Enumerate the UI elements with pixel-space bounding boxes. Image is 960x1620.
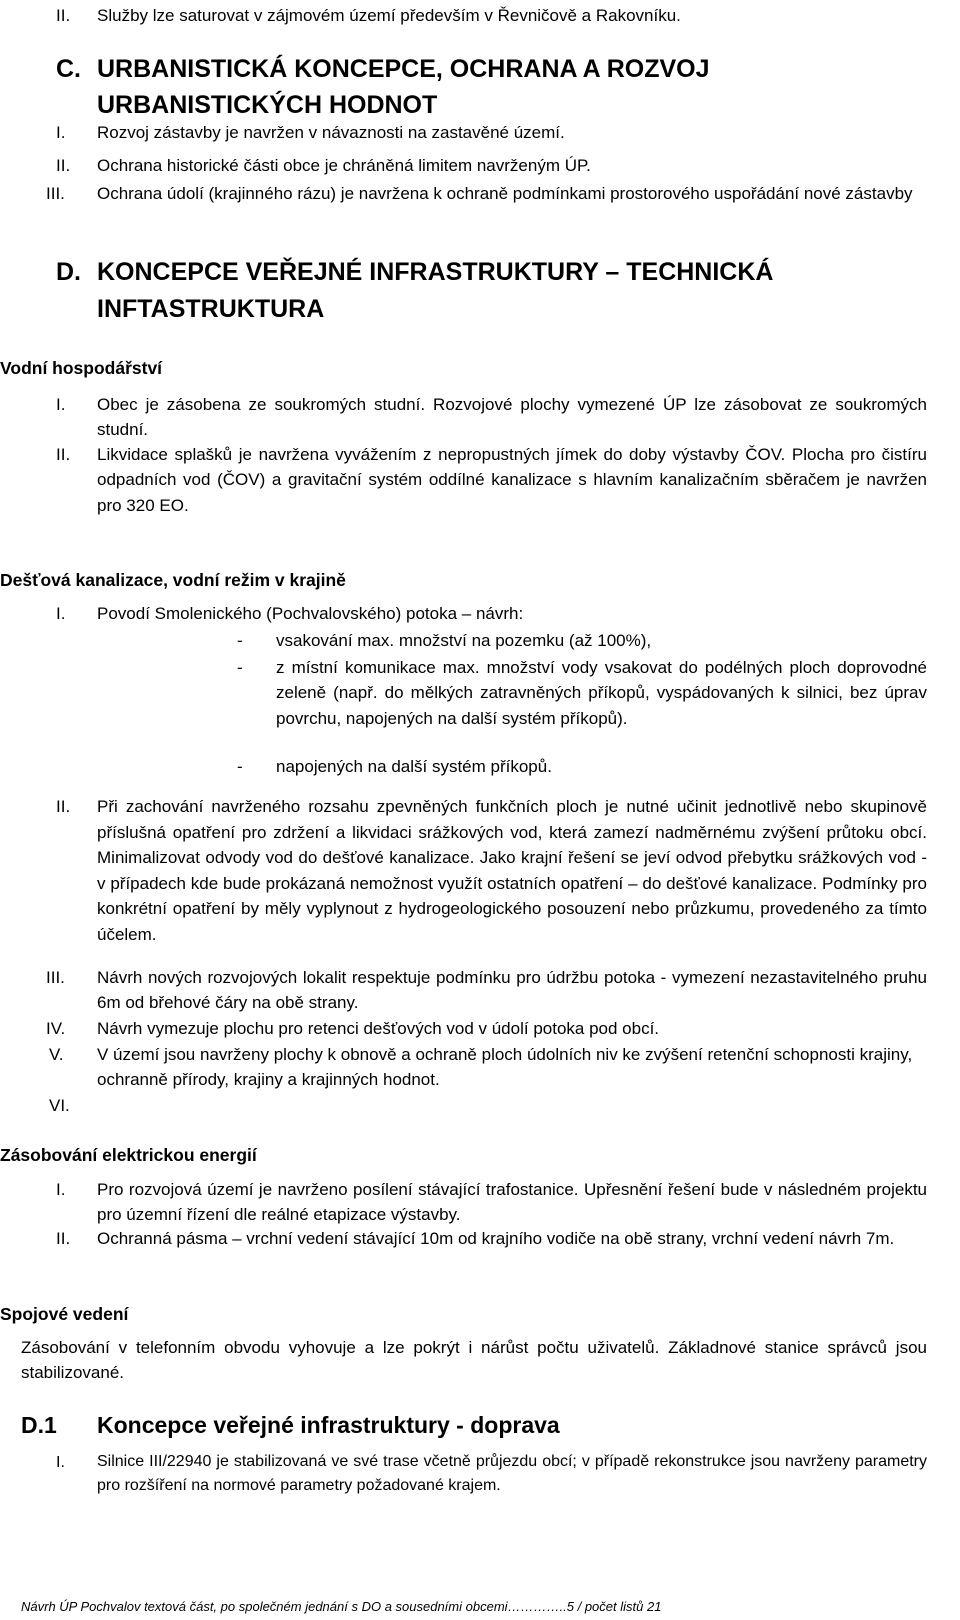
item-number: II.	[56, 1229, 71, 1248]
section-letter: C.	[56, 55, 81, 83]
item-text: Ochrana historické části obce je chráněná limitem navrženým ÚP.	[97, 156, 591, 175]
section-letter: D.	[56, 258, 81, 286]
item-number: I.	[56, 1180, 66, 1199]
item-number: II.	[56, 445, 71, 464]
subsection-heading: Vodní hospodářství	[0, 358, 163, 378]
item-number: I.	[56, 123, 66, 142]
section-title: Koncepce veřejné infrastruktury - doprava	[97, 1412, 560, 1438]
item-number: I.	[56, 395, 66, 414]
section-title: KONCEPCE VEŘEJNÉ INFRASTRUKTURY – TECHNICKÁ INFTASTRUKTURA	[97, 258, 774, 323]
subsection-heading: Zásobování elektrickou energií	[0, 1145, 257, 1165]
item-text: Rozvoj zástavby je navržen v návaznosti na zastavěné území.	[97, 123, 565, 142]
item-text: V území jsou navrženy plochy k obnově a ochraně ploch údolních niv ke zvýšení retenční schopnosti krajiny, ochranně přírody, krajiny a krajinných hodnot.	[97, 1045, 913, 1090]
item-number: II.	[56, 6, 71, 25]
item-number: I.	[56, 1454, 65, 1471]
item-text: Pro rozvojová území je navrženo posílení stávající trafostanice. Upřesnění řešení bude v následném projektu pro územní řízení dle reálné etapizace výstavby.	[97, 1180, 927, 1225]
item-number: V.	[49, 1045, 64, 1064]
item-text: Ochranná pásma – vrchní vedení stávající 10m od krajního vodiče na obě strany, vrchní vedení návrh 7m.	[97, 1229, 895, 1248]
item-number: VI.	[49, 1096, 70, 1115]
item-number: III.	[46, 184, 65, 203]
item-number: I.	[56, 604, 66, 623]
page-footer: Návrh ÚP Pochvalov textová část, po společném jednání s DO a sousedními obcemi…………..5 / počet listů 21	[21, 1599, 662, 1614]
dash-bullet: -	[237, 631, 243, 650]
section-title: URBANISTICKÁ KONCEPCE, OCHRANA A ROZVOJ URBANISTICKÝCH HODNOT	[97, 55, 710, 119]
dash-text: z místní komunikace max. množství vody vsakovat do podélných ploch doprovodné zeleně (např. do mělkých zatravněných příkopů, vyspádovaných k silnici, bez úprav povrchu, napojených na další systém příkopů).	[276, 658, 927, 728]
subsection-heading: Dešťová kanalizace, vodní režim v krajině	[0, 570, 346, 590]
item-text: Silnice III/22940 je stabilizovaná ve své trase včetně průjezdu obcí; v případě rekonstrukce jsou navrženy parametry pro rozšíření na normové parametry požadované krajem.	[97, 1453, 927, 1494]
dash-bullet: -	[237, 757, 243, 776]
paragraph-text: Zásobování v telefonním obvodu vyhovuje a lze pokrýt i nárůst počtu uživatelů. Základnové stanice správců jsou stabilizované.	[21, 1338, 927, 1383]
item-text: Návrh vymezuje plochu pro retenci dešťových vod v údolí potoka pod obcí.	[97, 1019, 660, 1038]
item-number: II.	[56, 156, 71, 175]
subsection-heading: Spojové vedení	[0, 1304, 129, 1324]
item-number: IV.	[46, 1019, 66, 1038]
item-number: II.	[56, 797, 71, 816]
item-text: Služby lze saturovat v zájmovém území především v Řevničově a Rakovníku.	[97, 6, 681, 25]
section-letter: D.1	[21, 1412, 57, 1438]
item-number: III.	[46, 968, 65, 987]
dash-text: napojených na další systém příkopů.	[276, 757, 552, 776]
item-text: Ochrana údolí (krajinného rázu) je navržena k ochraně podmínkami prostorového uspořádání nové zástavby	[97, 184, 913, 203]
dash-text: vsakování max. množství na pozemku (až 100%),	[276, 631, 652, 650]
item-text: Obec je zásobena ze soukromých studní. Rozvojové plochy vymezené ÚP lze zásobovat ze soukromých studní.	[97, 395, 927, 440]
item-text: Při zachování navrženého rozsahu zpevněných funkčních ploch je nutné učinit jednotlivě nebo skupinově příslušná opatření pro zdržení a likvidaci srážkových vod, která zamezí nadměrnému zvýšení průtoku obcí. Minimalizovat odvody vod do dešťové kanalizace. Jako krajní řešení se jeví odvod přebytku srážkových vod - v případech kde bude prokázaná nemožnost využít ostatních opatření – do dešťové kanalizace. Podmínky pro konkrétní opatření by měly vyplynout z hydrogeologického posouzení nebo průzkumu, provedeného za tímto účelem.	[97, 797, 927, 944]
item-text: Návrh nových rozvojových lokalit respektuje podmínku pro údržbu potoka - vymezení nezastavitelného pruhu 6m od břehové čáry na obě strany.	[97, 968, 927, 1013]
item-text: Povodí Smolenického (Pochvalovského) potoka – návrh:	[97, 604, 524, 623]
dash-bullet: -	[237, 658, 243, 677]
item-text: Likvidace splašků je navržena vyvážením z nepropustných jímek do doby výstavby ČOV. Plocha pro čistíru odpadních vod (ČOV) a gravitační systém oddílné kanalizace s hlavním kanalizačním sběračem je navržen pro 320 EO.	[97, 445, 927, 515]
